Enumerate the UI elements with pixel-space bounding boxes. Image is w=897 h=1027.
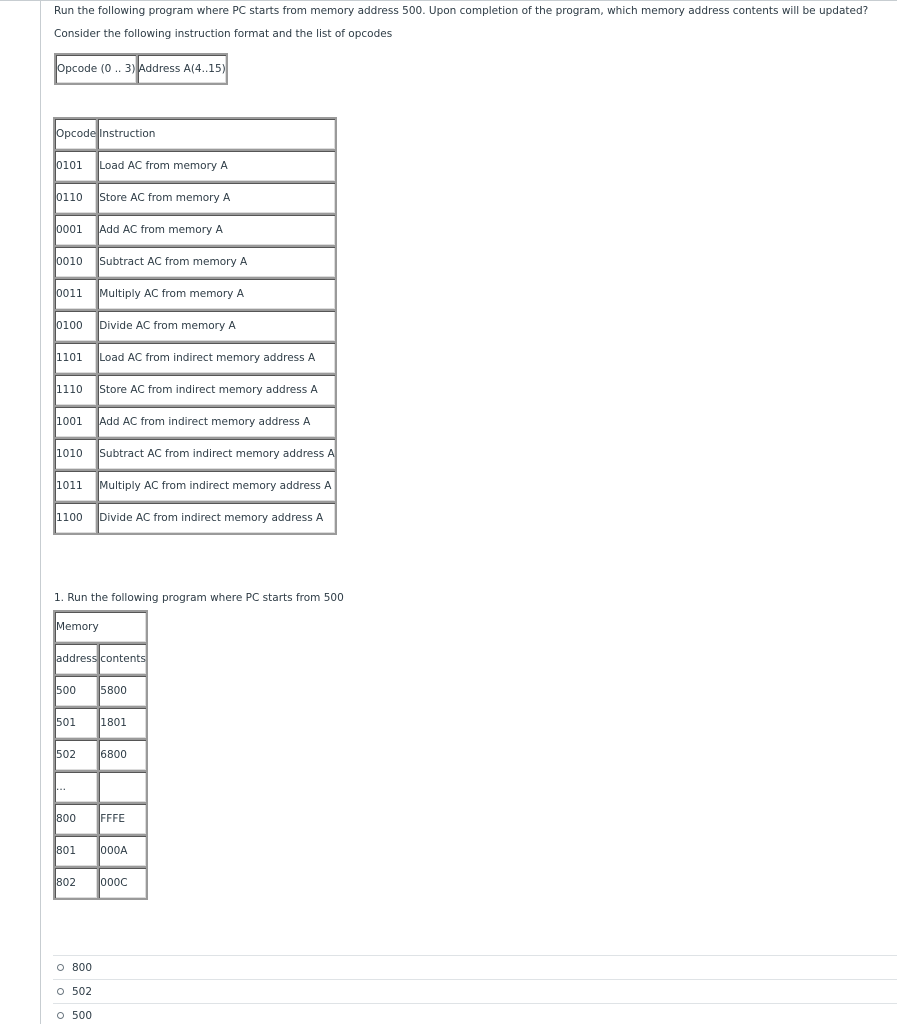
instruction-cell: Multiply AC from indirect memory address A bbox=[97, 470, 335, 502]
table-row bbox=[54, 803, 147, 835]
table-row bbox=[54, 835, 147, 867]
table-row bbox=[54, 502, 336, 534]
answer-label: 500 bbox=[72, 1009, 93, 1022]
table-row bbox=[54, 867, 147, 899]
table-row bbox=[54, 150, 336, 182]
radio-button-icon[interactable] bbox=[57, 964, 64, 971]
answer-option-502[interactable] bbox=[53, 979, 897, 1003]
contents-cell: 000C bbox=[98, 867, 147, 899]
address-header: address bbox=[54, 643, 98, 675]
instruction-cell: Load AC from indirect memory address A bbox=[97, 342, 335, 374]
table-row bbox=[54, 771, 147, 803]
memory-title: Memory bbox=[54, 611, 147, 643]
instruction-cell: Divide AC from memory A bbox=[97, 310, 335, 342]
contents-cell: FFFE bbox=[98, 803, 147, 835]
opcode-cell: 1100 bbox=[54, 502, 97, 534]
opcode-table bbox=[53, 117, 337, 535]
memory-table bbox=[53, 610, 148, 900]
table-row bbox=[54, 707, 147, 739]
instruction-header: Instruction bbox=[97, 118, 335, 150]
format-opcode-cell: Opcode (0 .. 3) bbox=[55, 54, 137, 84]
answer-label: 502 bbox=[72, 985, 93, 998]
table-row bbox=[54, 470, 336, 502]
instruction-cell: Add AC from indirect memory address A bbox=[97, 406, 335, 438]
answer-list bbox=[53, 955, 897, 1027]
opcode-header: Opcode bbox=[54, 118, 97, 150]
instruction-cell: Load AC from memory A bbox=[97, 150, 335, 182]
contents-cell: 5800 bbox=[98, 675, 147, 707]
contents-cell: 000A bbox=[98, 835, 147, 867]
instruction-cell: Add AC from memory A bbox=[97, 214, 335, 246]
answer-label: 800 bbox=[72, 961, 93, 974]
instruction-cell: Divide AC from indirect memory address A bbox=[97, 502, 335, 534]
address-cell: ... bbox=[54, 771, 98, 803]
question-prompt: Run the following program where PC starts from memory address 500. Upon completion of the program, which memory address contents will be updated? bbox=[54, 5, 869, 17]
answer-option-800[interactable] bbox=[53, 955, 897, 979]
address-cell: 501 bbox=[54, 707, 98, 739]
opcode-cell: 1010 bbox=[54, 438, 97, 470]
table-row bbox=[54, 438, 336, 470]
table-row bbox=[54, 342, 336, 374]
address-cell: 502 bbox=[54, 739, 98, 771]
opcode-table-header bbox=[54, 118, 336, 150]
table-row bbox=[54, 214, 336, 246]
table-row bbox=[54, 182, 336, 214]
radio-button-icon[interactable] bbox=[57, 988, 64, 995]
radio-button-icon[interactable] bbox=[57, 1012, 64, 1019]
instruction-cell: Subtract AC from memory A bbox=[97, 246, 335, 278]
instruction-cell: Multiply AC from memory A bbox=[97, 278, 335, 310]
opcode-cell: 0110 bbox=[54, 182, 97, 214]
instruction-format-table bbox=[54, 53, 228, 85]
table-row bbox=[54, 675, 147, 707]
instruction-cell: Store AC from memory A bbox=[97, 182, 335, 214]
opcode-cell: 0100 bbox=[54, 310, 97, 342]
opcode-cell: 1001 bbox=[54, 406, 97, 438]
opcode-cell: 0010 bbox=[54, 246, 97, 278]
format-address-cell: Address A(4..15) bbox=[137, 54, 227, 84]
instruction-cell: Store AC from indirect memory address A bbox=[97, 374, 335, 406]
contents-header: contents bbox=[98, 643, 147, 675]
opcode-cell: 1101 bbox=[54, 342, 97, 374]
opcode-cell: 1110 bbox=[54, 374, 97, 406]
opcode-cell: 0001 bbox=[54, 214, 97, 246]
table-row bbox=[54, 374, 336, 406]
opcode-cell: 1011 bbox=[54, 470, 97, 502]
answer-option-500[interactable] bbox=[53, 1003, 897, 1027]
address-cell: 500 bbox=[54, 675, 98, 707]
instruction-cell: Subtract AC from indirect memory address A bbox=[97, 438, 335, 470]
table-row bbox=[54, 406, 336, 438]
contents-cell: 1801 bbox=[98, 707, 147, 739]
table-row bbox=[54, 246, 336, 278]
address-cell: 801 bbox=[54, 835, 98, 867]
contents-cell: 6800 bbox=[98, 739, 147, 771]
table-row bbox=[54, 739, 147, 771]
opcode-cell: 0011 bbox=[54, 278, 97, 310]
contents-cell bbox=[98, 771, 147, 803]
address-cell: 800 bbox=[54, 803, 98, 835]
table-row bbox=[54, 310, 336, 342]
address-cell: 802 bbox=[54, 867, 98, 899]
table-row bbox=[54, 278, 336, 310]
program-step-label: 1. Run the following program where PC starts from 500 bbox=[54, 592, 344, 604]
opcode-cell: 0101 bbox=[54, 150, 97, 182]
question-intro: Consider the following instruction format and the list of opcodes bbox=[54, 28, 393, 40]
memory-header-row bbox=[54, 643, 147, 675]
memory-title-row bbox=[54, 611, 147, 643]
